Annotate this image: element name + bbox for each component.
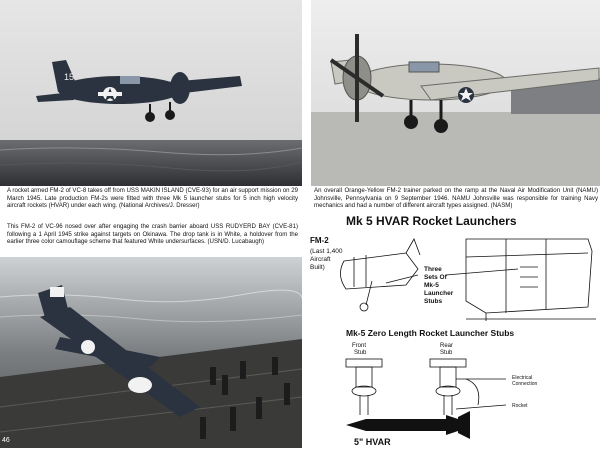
launcher-stubs-drawing	[346, 359, 506, 415]
built-label: Built)	[310, 264, 325, 271]
hvar-rocket-drawing	[346, 411, 470, 439]
svg-text:15: 15	[64, 72, 75, 82]
hvar-label: 5" HVAR	[354, 437, 391, 447]
electrical-label: Electrical	[512, 375, 533, 381]
caption-trainer: An overall Orange-Yellow FM-2 trainer parked on the ramp at the Naval Air Modification Unit (NAMU) Johnsville, Pennsylvania on 9 September 1946. NAMU Johnsville was responsible for training Navy mechanics and had a number of different aircraft types assigned. (NASM)	[314, 187, 598, 210]
last-1400-label: (Last 1,400	[310, 248, 343, 255]
three-label: Three	[424, 266, 442, 273]
photo-fm2-takeoff	[0, 0, 302, 186]
wing-plan-view	[446, 239, 596, 321]
mk5-label: Mk-5	[424, 282, 439, 289]
front-stub-label-2: Stub	[354, 350, 367, 356]
connection-label: Connection	[512, 381, 538, 387]
rear-stub-label-2: Stub	[440, 350, 453, 356]
page-number: 46	[2, 437, 10, 444]
stubs-title: Mk-5 Zero Length Rocket Launcher Stubs	[346, 328, 515, 338]
launcher-label: Launcher	[424, 290, 454, 297]
diagram-title: Mk 5 HVAR Rocket Launchers	[346, 214, 517, 228]
rocket-label: Rocket	[512, 403, 528, 409]
fm2-label: FM-2	[310, 236, 329, 245]
fm2-side-view	[340, 239, 420, 311]
photo-fm2-trainer	[311, 0, 600, 186]
caption-crash: This FM-2 of VC-96 nosed over after engaging the crash barrier aboard USS RUDYERD BAY (CVE-81) following a 1 April 1945 strike against targets on Okinawa. The drop tank is in White, a holdover from the earlier three color camouflage scheme that featured White undersurfaces. (USN/D. Lucabaugh)	[7, 223, 298, 246]
aircraft-label: Aircraft	[310, 256, 331, 263]
rear-stub-label: Rear	[440, 343, 454, 349]
caption-takeoff: A rocket armed FM-2 of VC-8 takes off from USS MAKIN ISLAND (CVE-93) for an air support mission on 29 March 1945. Late production FM-2s were fitted with three Mk 5 launcher stubs for 5 inch high velocity aircraft rockets (HVAR) under each wing. (National Archives/J. Dresser)	[7, 187, 298, 210]
rocket-launcher-diagram	[306, 209, 600, 448]
photo-fm2-crash	[0, 257, 302, 448]
front-stub-label: Front	[352, 343, 367, 349]
stubs-label: Stubs	[424, 298, 443, 305]
sets-of-label: Sets Of	[424, 274, 447, 281]
